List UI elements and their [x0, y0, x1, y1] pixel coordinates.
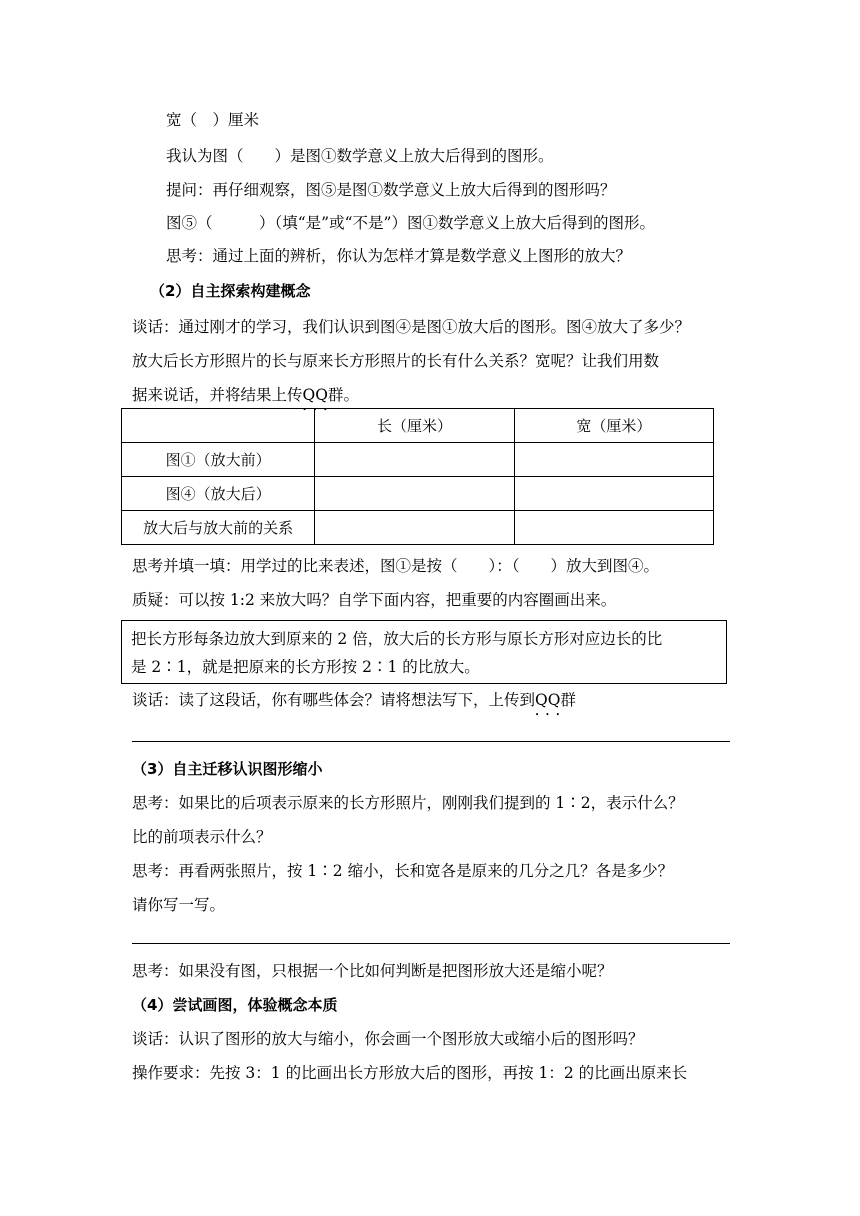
text-line: 比的前项表示什么？ — [132, 828, 272, 846]
data-table — [121, 408, 714, 545]
text-line: 质疑：可以按 1:2 来放大吗？自学下面内容，把重要的内容圈画出来。 — [132, 591, 617, 609]
qq-group-emphasis: QQ群 • • • — [535, 690, 576, 710]
section-heading-4: （4）尝试画图，体验概念本质 — [132, 996, 338, 1014]
table-header-cell: 宽（厘米） — [514, 409, 713, 443]
text-line: 我认为图（ ）是图①数学意义上放大后得到的图形。 — [166, 147, 554, 165]
table-cell-blank — [514, 477, 713, 511]
text-line: 思考：如果没有图，只根据一个比如何判断是把图形放大还是缩小呢？ — [132, 962, 613, 980]
text-line: 请你写一写。 — [132, 896, 226, 914]
table-cell-blank — [315, 443, 514, 477]
text-line: 操作要求：先按 3：1 的比画出长方形放大后的图形，再按 1：2 的比画出原来长 — [132, 1064, 688, 1082]
text-line: 思考：如果比的后项表示原来的长方形照片，刚刚我们提到的 1∶2，表示什么？ — [132, 794, 684, 812]
table-cell-blank — [315, 477, 514, 511]
text-line: 谈话：读了这段话，你有哪些体会？请将想法写下，上传到QQ群 • • • — [132, 690, 576, 710]
table-cell-blank — [514, 443, 713, 477]
answer-line — [132, 741, 730, 742]
table-cell-blank — [315, 511, 514, 545]
table-row — [122, 477, 714, 511]
table-header-cell — [122, 409, 315, 443]
text-line: 思考：再看两张照片，按 1∶2 缩小，长和宽各是原来的几分之几？各是多少？ — [132, 862, 674, 880]
table-row — [122, 511, 714, 545]
table-header-cell: 长（厘米） — [315, 409, 514, 443]
table-cell: 图①（放大前） — [122, 443, 315, 477]
text-line: 思考：通过上面的辨析，你认为怎样才算是数学意义上图形的放大？ — [166, 247, 632, 265]
definition-box — [121, 620, 727, 684]
table-header-row — [122, 409, 714, 443]
text-line: 据来说话，并将结果上传QQ群 • • •。 — [132, 385, 359, 405]
text-line: 放大后长方形照片的长与原来长方形照片的长有什么关系？宽呢？让我们用数 — [132, 352, 660, 370]
answer-line — [132, 943, 730, 944]
text-line: 谈话：认识了图形的放大与缩小，你会画一个图形放大或缩小后的图形吗？ — [132, 1030, 644, 1048]
table-cell: 放大后与放大前的关系 — [122, 511, 315, 545]
section-heading-3: （3）自主迁移认识图形缩小 — [132, 760, 323, 778]
table-cell-blank — [514, 511, 713, 545]
definition-line: 是 2∶1，就是把原来的长方形按 2∶1 的比放大。 — [131, 658, 480, 676]
table-row — [122, 443, 714, 477]
text-line: 宽（ ）厘米 — [166, 111, 260, 129]
qq-group-emphasis: QQ群 • • • — [303, 385, 344, 405]
text-line: 谈话：通过刚才的学习，我们认识到图④是图①放大后的图形。图④放大了多少？ — [132, 318, 691, 336]
text-line: 提问：再仔细观察，图⑤是图①数学意义上放大后得到的图形吗？ — [166, 181, 616, 199]
text-line: 思考并填一填：用学过的比来表述，图①是按（ ）：（ ）放大到图④。 — [132, 557, 660, 575]
definition-line: 把长方形每条边放大到原来的 2 倍，放大后的长方形与原长方形对应边长的比 — [131, 630, 663, 648]
text-line: 图⑤（ ）（填“是”或“不是”）图①数学意义上放大后得到的图形。 — [166, 214, 655, 232]
table-cell: 图④（放大后） — [122, 477, 315, 511]
section-heading-2: （2）自主探索构建概念 — [150, 282, 311, 300]
